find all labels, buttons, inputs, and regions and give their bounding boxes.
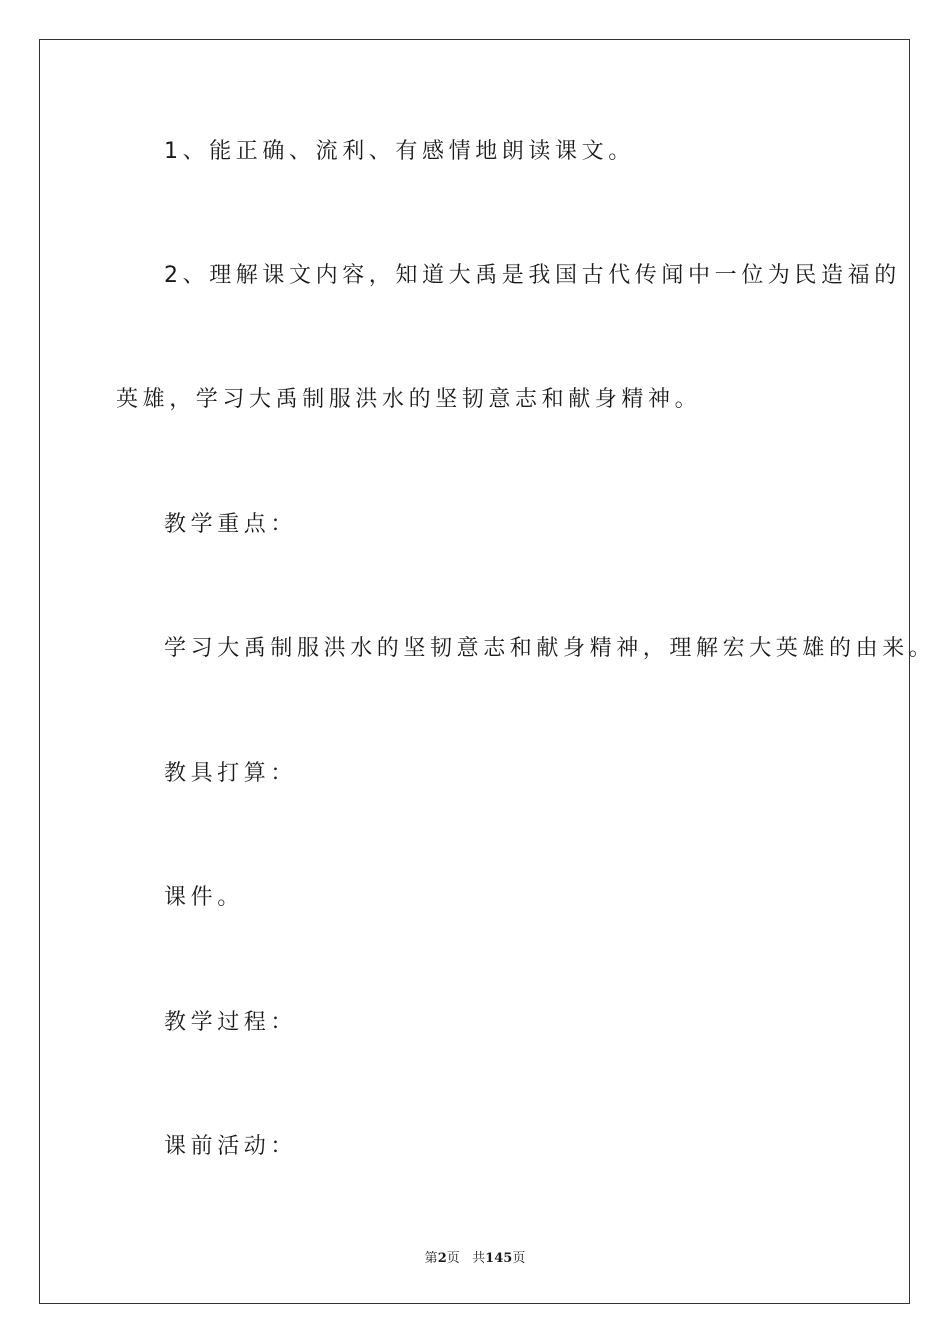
page-footer — [0, 1247, 950, 1266]
heading-teaching-aids: 教具打算： — [164, 761, 298, 786]
footer-page-suffix: 页 — [446, 1251, 460, 1266]
paragraph-teaching-focus: 学习大禹制服洪水的坚韧意志和献身精神，理解宏大英雄的由来。 — [164, 636, 936, 661]
footer-total-prefix: 共 — [472, 1251, 486, 1266]
paragraph-objective-2: 2、理解课文内容，知道大禹是我国古代传闻中一位为民造福的 — [164, 263, 901, 288]
heading-teaching-focus: 教学重点： — [164, 512, 298, 537]
paragraph-objective-2-continued: 英雄，学习大禹制服洪水的坚韧意志和献身精神。 — [116, 387, 702, 412]
heading-teaching-process: 教学过程： — [164, 1010, 298, 1035]
page-border — [39, 39, 910, 1304]
footer-prefix: 第 — [424, 1251, 438, 1266]
footer-current-page: 2 — [437, 1251, 447, 1266]
heading-pre-class-activity: 课前活动： — [164, 1134, 298, 1159]
paragraph-objective-1: 1、能正确、流利、有感情地朗读课文。 — [164, 139, 635, 164]
paragraph-teaching-aids: 课件。 — [164, 885, 244, 910]
footer-total-pages: 145 — [485, 1251, 513, 1266]
footer-total-suffix: 页 — [512, 1251, 526, 1266]
